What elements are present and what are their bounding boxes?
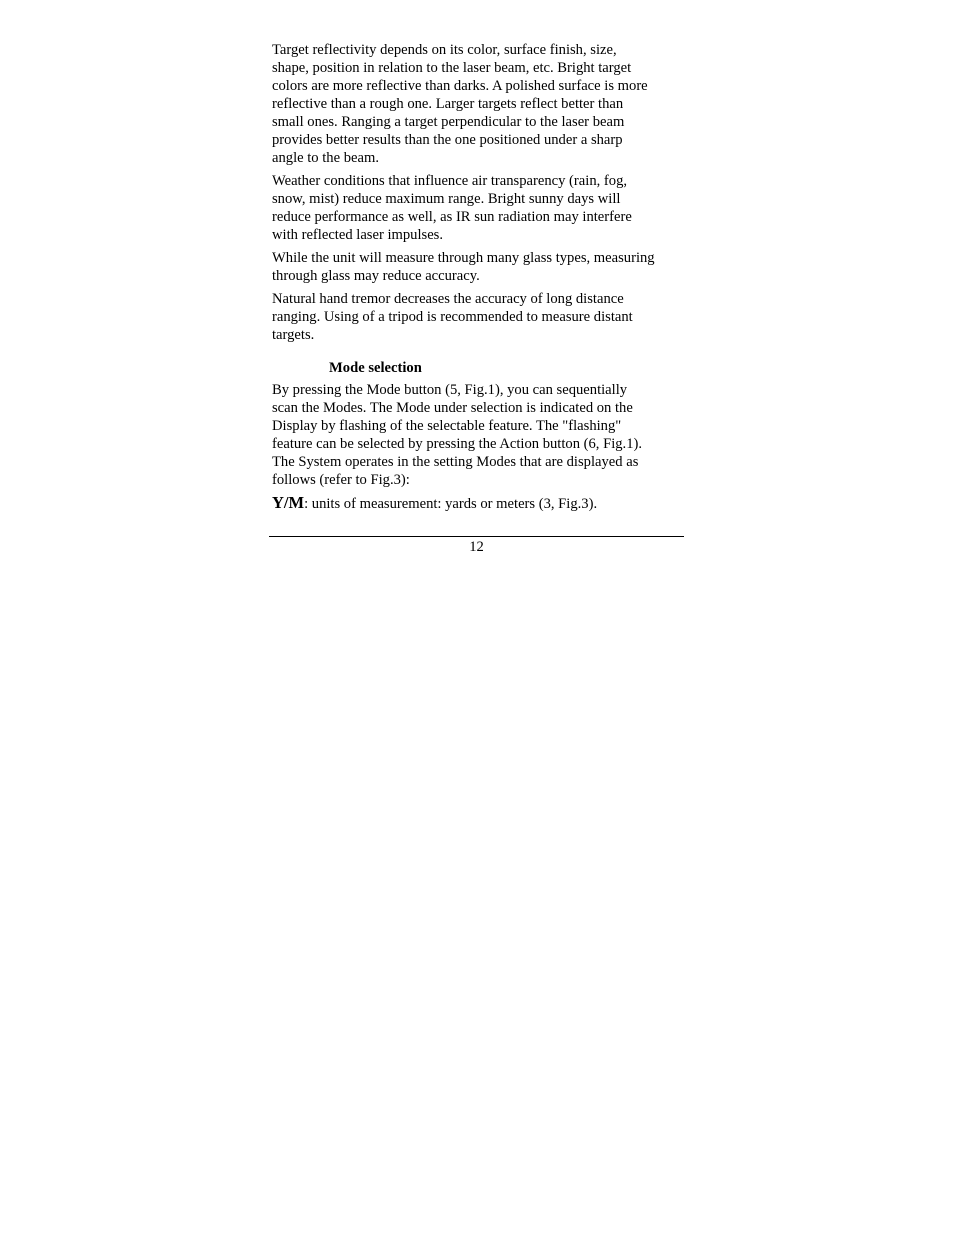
text-line: through glass may reduce accuracy. xyxy=(272,268,480,284)
text-line: feature can be selected by pressing the Action button (6, Fig.1). xyxy=(272,436,643,452)
units-description: : units of measurement: yards or meters (3, Fig.3). xyxy=(304,496,598,512)
text-line: Target reflectivity depends on its color, surface finish, size, xyxy=(272,42,617,58)
text-line: shape, position in relation to the laser beam, etc. Bright target xyxy=(272,60,632,76)
paragraph-hand-tremor xyxy=(272,290,684,344)
section-heading-mode-selection: Mode selection xyxy=(329,360,422,376)
text-line: ranging. Using of a tripod is recommended to measure distant xyxy=(272,309,633,325)
text-line: scan the Modes. The Mode under selection is indicated on the xyxy=(272,400,633,416)
text-line: targets. xyxy=(272,327,315,343)
text-line: Display by flashing of the selectable feature. The "flashing" xyxy=(272,418,622,434)
text-line: Weather conditions that influence air transparency (rain, fog, xyxy=(272,173,628,189)
document-body xyxy=(272,41,684,518)
text-line: While the unit will measure through many glass types, measuring xyxy=(272,250,655,266)
text-line: Natural hand tremor decreases the accuracy of long distance xyxy=(272,291,624,307)
page-number: 12 xyxy=(469,539,484,555)
paragraph-units-of-measurement xyxy=(272,494,684,513)
text-line: reflective than a rough one. Larger targets reflect better than xyxy=(272,96,624,112)
text-line: reduce performance as well, as IR sun radiation may interfere xyxy=(272,209,632,225)
text-line: By pressing the Mode button (5, Fig.1), you can sequentially xyxy=(272,382,628,398)
paragraph-mode-selection xyxy=(272,381,684,489)
text-line: small ones. Ranging a target perpendicular to the laser beam xyxy=(272,114,625,130)
units-line xyxy=(272,494,684,513)
text-line: provides better results than the one positioned under a sharp xyxy=(272,132,623,148)
paragraph-weather-conditions xyxy=(272,172,684,244)
text-line: snow, mist) reduce maximum range. Bright sunny days will xyxy=(272,191,621,207)
text-line: colors are more reflective than darks. A polished surface is more xyxy=(272,78,648,94)
paragraph-glass-measurement xyxy=(272,249,684,285)
units-term: Y/M xyxy=(272,493,305,512)
paragraph-target-reflectivity xyxy=(272,41,684,167)
footer-rule xyxy=(269,536,684,537)
text-line: with reflected laser impulses. xyxy=(272,227,444,243)
text-line: follows (refer to Fig.3): xyxy=(272,472,410,488)
text-line: angle to the beam. xyxy=(272,150,379,166)
text-line: The System operates in the setting Modes that are displayed as xyxy=(272,454,639,470)
